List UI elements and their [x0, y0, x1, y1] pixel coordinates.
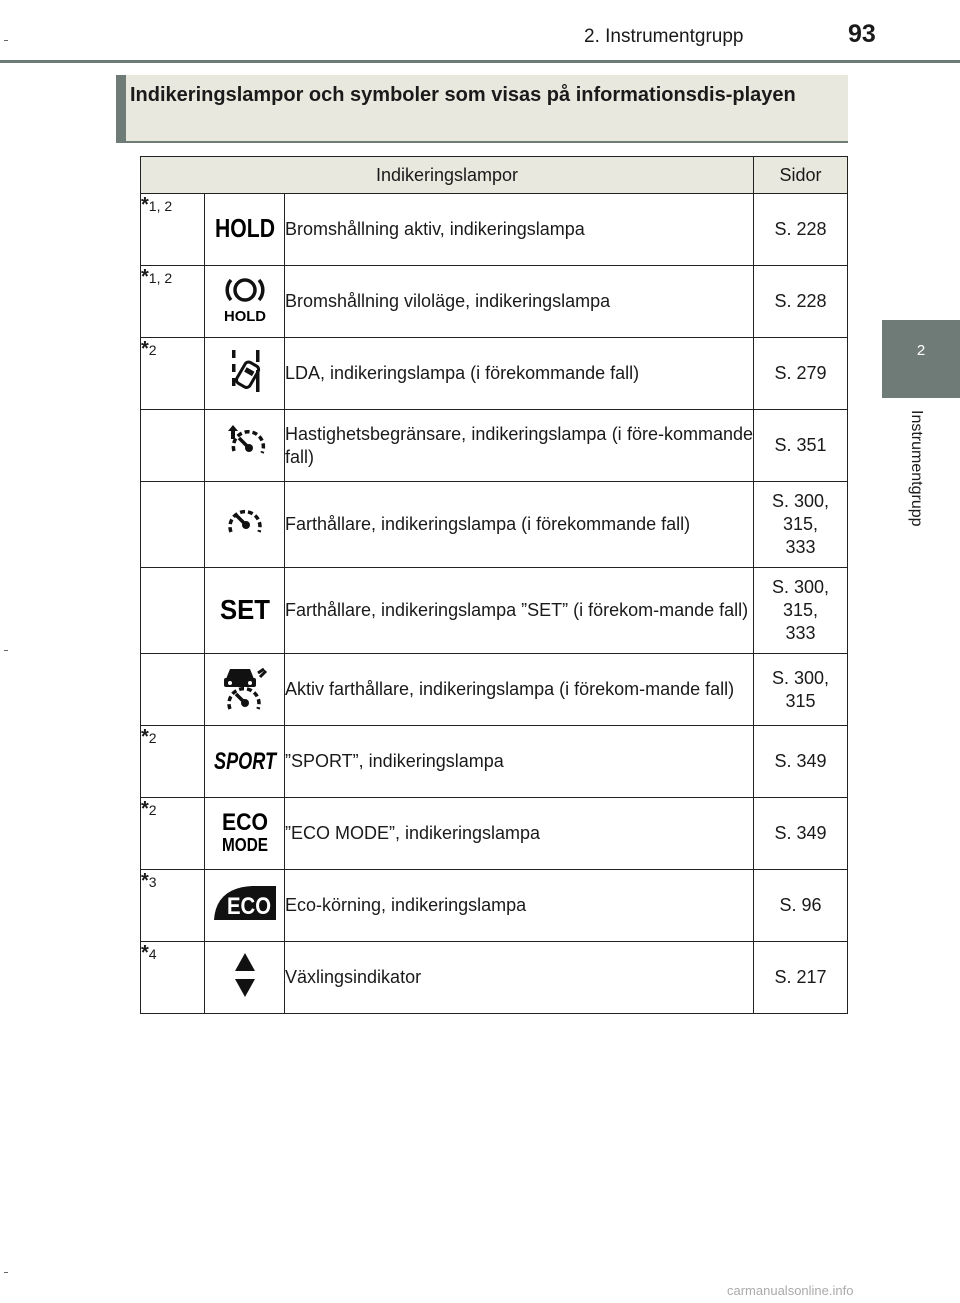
page-ref: S. 228 — [774, 219, 827, 239]
footnote-ref: 4 — [148, 946, 157, 962]
page-cell — [754, 798, 848, 870]
page-ref: 315 — [785, 690, 816, 711]
watermark: carmanualsonline.info — [727, 1283, 854, 1298]
indicator-table — [140, 156, 848, 1014]
mode-text: MODE — [221, 835, 268, 855]
crop-mark — [4, 650, 8, 651]
footnote-ref: 2 — [148, 730, 157, 746]
brake-hold-standby-icon — [220, 307, 270, 327]
indicator-description: Hastighetsbegränsare, indikeringslampa (i före-kommande fall) — [285, 410, 754, 482]
cruise-control-icon — [223, 526, 267, 546]
icon-cell — [205, 482, 285, 568]
footnote-star: * — [141, 870, 149, 892]
crop-mark — [4, 40, 8, 41]
side-tab-number: 2 — [916, 342, 926, 359]
footnote-ref: 2 — [148, 342, 157, 358]
page-ref: S. 96 — [779, 895, 822, 915]
header-indicators: Indikeringslampor — [141, 157, 754, 194]
footnote-cell — [141, 726, 205, 798]
page-ref: S. 349 — [774, 751, 827, 771]
footnote-star: * — [141, 798, 149, 820]
sport-text: SPORT — [213, 748, 278, 775]
icon-cell — [205, 654, 285, 726]
speed-limiter-icon — [220, 449, 270, 469]
page-ref: 315, — [782, 514, 819, 534]
section-heading-box — [116, 75, 848, 143]
page-cell — [754, 654, 848, 726]
footnote-cell — [141, 482, 205, 568]
page-ref: S. 300, — [771, 667, 830, 688]
table-header-row — [141, 157, 848, 194]
icon-cell — [205, 726, 285, 798]
indicator-description: Eco-körning, indikeringslampa — [285, 870, 754, 942]
hold-small-text: HOLD — [223, 308, 266, 325]
footnote-ref: 1, 2 — [148, 270, 173, 286]
footnote-star: * — [141, 194, 149, 216]
icon-cell — [205, 266, 285, 338]
set-text: SET — [219, 594, 270, 625]
table-row — [141, 654, 848, 726]
page-cell — [754, 482, 848, 568]
eco-mode-text-icon — [218, 809, 272, 858]
icon-cell — [205, 338, 285, 410]
footnote-cell — [141, 266, 205, 338]
table-row — [141, 194, 848, 266]
footnote-cell — [141, 870, 205, 942]
icon-cell — [205, 194, 285, 266]
indicator-description: Aktiv farthållare, indikeringslampa (i förekom-mande fall) — [285, 654, 754, 726]
footnote-cell — [141, 410, 205, 482]
table-row — [141, 870, 848, 942]
page-ref: S. 300, — [771, 491, 830, 511]
page-ref: 315, — [782, 600, 819, 620]
table-row — [141, 410, 848, 482]
header-pages: Sidor — [754, 157, 848, 194]
footnote-cell — [141, 942, 205, 1014]
hold-text: HOLD — [214, 213, 275, 243]
page-cell — [754, 726, 848, 798]
side-chapter-label: Instrumentgrupp — [908, 410, 925, 527]
footnote-star: * — [141, 942, 149, 964]
footnote-cell — [141, 568, 205, 654]
footnote-cell — [141, 338, 205, 410]
page-ref: S. 351 — [774, 435, 827, 455]
page-cell — [754, 266, 848, 338]
hold-text-icon — [213, 213, 277, 246]
indicator-description: Farthållare, indikeringslampa (i förekommande fall) — [285, 482, 754, 568]
icon-cell — [205, 568, 285, 654]
section-heading-rule — [116, 141, 848, 143]
footnote-star: * — [141, 726, 149, 748]
footnote-ref: 2 — [148, 802, 157, 818]
indicator-description: Bromshållning aktiv, indikeringslampa — [285, 194, 754, 266]
table-row — [141, 568, 848, 654]
set-text-icon — [217, 594, 273, 627]
page-cell — [754, 410, 848, 482]
side-chapter-tab — [882, 320, 960, 398]
header-rule — [0, 60, 960, 63]
indicator-description: ”ECO MODE”, indikeringslampa — [285, 798, 754, 870]
page-ref: S. 349 — [774, 823, 827, 843]
indicator-description: Farthållare, indikeringslampa ”SET” (i förekom-mande fall) — [285, 568, 754, 654]
footnote-star: * — [141, 338, 149, 360]
page-number: 93 — [848, 20, 876, 48]
page-cell — [754, 870, 848, 942]
radar-cruise-icon — [218, 695, 272, 715]
icon-cell — [205, 870, 285, 942]
table-row — [141, 942, 848, 1014]
footnote-cell — [141, 654, 205, 726]
indicator-description: Bromshållning viloläge, indikeringslampa — [285, 266, 754, 338]
footnote-ref: 3 — [148, 874, 157, 890]
table-row — [141, 338, 848, 410]
sport-text-icon — [212, 748, 278, 777]
page-ref: 333 — [785, 623, 816, 643]
footnote-cell — [141, 798, 205, 870]
shift-indicator-icon — [230, 983, 260, 1003]
page-ref: 333 — [785, 537, 816, 557]
indicator-description: ”SPORT”, indikeringslampa — [285, 726, 754, 798]
page-cell — [754, 942, 848, 1014]
eco-badge-text: ECO — [226, 893, 271, 920]
page-cell — [754, 338, 848, 410]
page-ref: S. 228 — [774, 291, 827, 311]
page-cell — [754, 568, 848, 654]
icon-cell — [205, 942, 285, 1014]
lane-departure-icon — [220, 379, 270, 399]
icon-cell — [205, 798, 285, 870]
page-cell — [754, 194, 848, 266]
indicator-description: LDA, indikeringslampa (i förekommande fall) — [285, 338, 754, 410]
eco-text: ECO — [221, 809, 268, 836]
page-ref: S. 300, — [771, 577, 830, 597]
page-ref: S. 279 — [774, 363, 827, 383]
table-row — [141, 798, 848, 870]
header-section-title: 2. Instrumentgrupp — [584, 26, 744, 47]
page-ref: S. 217 — [774, 967, 827, 987]
footnote-ref: 1, 2 — [148, 198, 173, 214]
eco-badge-icon — [212, 893, 278, 926]
section-heading-bar — [116, 75, 126, 143]
table-row — [141, 266, 848, 338]
table-row — [141, 482, 848, 568]
table-row — [141, 726, 848, 798]
icon-cell — [205, 410, 285, 482]
footnote-star: * — [141, 266, 149, 288]
footnote-cell — [141, 194, 205, 266]
indicator-description: Växlingsindikator — [285, 942, 754, 1014]
section-heading: Indikeringslampor och symboler som visas på informationsdis-playen — [130, 84, 796, 106]
crop-mark — [4, 1272, 8, 1273]
